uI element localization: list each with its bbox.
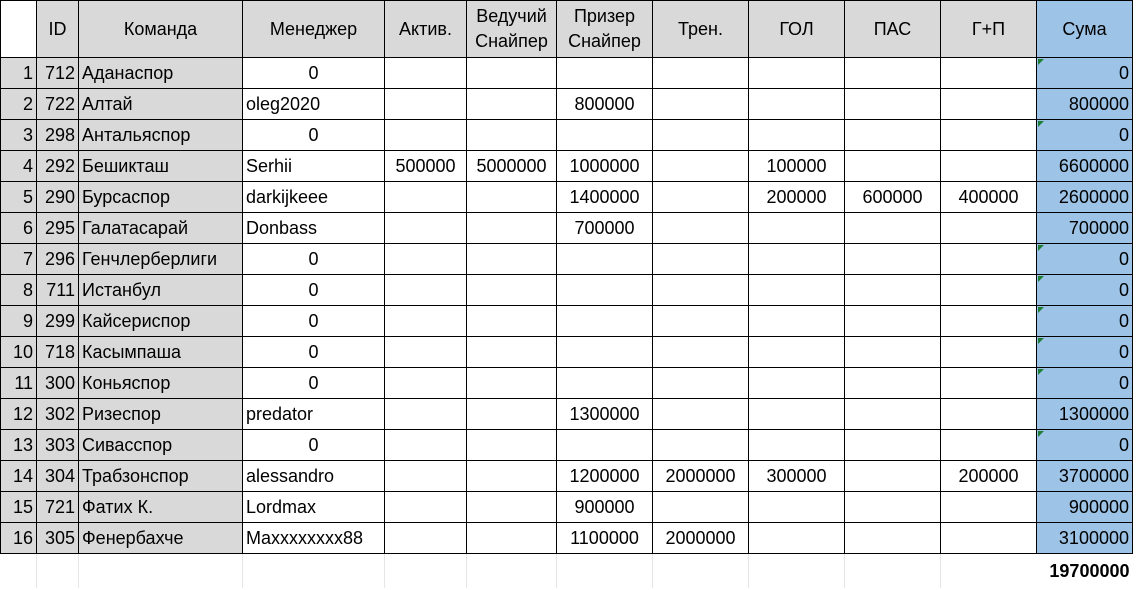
goal-cell[interactable]: 100000: [749, 151, 845, 182]
manager-cell[interactable]: Maxxxxxxxx88: [243, 523, 385, 554]
id-cell[interactable]: 299: [37, 306, 79, 337]
goal-cell[interactable]: [749, 430, 845, 461]
goal-cell[interactable]: 200000: [749, 182, 845, 213]
id-cell[interactable]: 296: [37, 244, 79, 275]
team-cell[interactable]: Касымпаша: [79, 337, 243, 368]
pass-cell[interactable]: [845, 368, 941, 399]
row-number[interactable]: 4: [1, 151, 37, 182]
activ-cell[interactable]: [385, 399, 467, 430]
manager-cell[interactable]: Serhii: [243, 151, 385, 182]
grand-total-cell[interactable]: 19700000: [1049, 561, 1130, 581]
prize-sniper-cell[interactable]: 700000: [557, 213, 653, 244]
row-number[interactable]: 12: [1, 399, 37, 430]
table-row: [1, 523, 1133, 554]
coach-cell[interactable]: [653, 58, 749, 89]
coach-cell[interactable]: [653, 368, 749, 399]
row-number[interactable]: 3: [1, 120, 37, 151]
gp-cell[interactable]: [941, 523, 1037, 554]
pass-cell[interactable]: [845, 275, 941, 306]
manager-cell[interactable]: predator: [243, 399, 385, 430]
manager-cell[interactable]: 0: [243, 120, 385, 151]
lead-sniper-cell[interactable]: [467, 430, 557, 461]
activ-cell[interactable]: [385, 368, 467, 399]
manager-cell[interactable]: alessandro: [243, 461, 385, 492]
gp-cell[interactable]: [941, 399, 1037, 430]
prize-sniper-cell[interactable]: 1400000: [557, 182, 653, 213]
coach-cell[interactable]: [653, 492, 749, 523]
team-cell[interactable]: Трабзонспор: [79, 461, 243, 492]
pass-cell[interactable]: [845, 337, 941, 368]
lead-sniper-cell[interactable]: [467, 89, 557, 120]
coach-cell[interactable]: [653, 337, 749, 368]
activ-cell[interactable]: [385, 120, 467, 151]
lead-sniper-cell[interactable]: [467, 213, 557, 244]
pass-cell[interactable]: [845, 120, 941, 151]
activ-cell[interactable]: [385, 306, 467, 337]
coach-cell[interactable]: [653, 244, 749, 275]
team-cell[interactable]: Фатих К.: [79, 492, 243, 523]
lead-sniper-cell[interactable]: [467, 58, 557, 89]
coach-cell[interactable]: 2000000: [653, 523, 749, 554]
corner-cell[interactable]: [1, 1, 37, 58]
total-row: [1, 554, 1133, 589]
gp-cell[interactable]: [941, 275, 1037, 306]
table-row: [1, 368, 1133, 399]
empty-cell[interactable]: [385, 554, 467, 589]
coach-cell[interactable]: [653, 120, 749, 151]
goal-cell[interactable]: [749, 244, 845, 275]
id-cell[interactable]: 722: [37, 89, 79, 120]
prize-sniper-cell[interactable]: [557, 368, 653, 399]
manager-cell[interactable]: darkijkeee: [243, 182, 385, 213]
pass-cell[interactable]: [845, 89, 941, 120]
gp-cell[interactable]: [941, 213, 1037, 244]
sum-cell[interactable]: 0: [1037, 306, 1133, 337]
empty-cell[interactable]: [1, 554, 37, 589]
header-row: [1, 1, 1133, 58]
gp-cell[interactable]: [941, 244, 1037, 275]
header-activ[interactable]: Актив.: [385, 1, 467, 58]
pass-cell[interactable]: [845, 306, 941, 337]
id-cell[interactable]: 718: [37, 337, 79, 368]
manager-cell[interactable]: oleg2020: [243, 89, 385, 120]
goal-cell[interactable]: [749, 399, 845, 430]
prize-sniper-cell[interactable]: 1200000: [557, 461, 653, 492]
coach-cell[interactable]: 2000000: [653, 461, 749, 492]
row-number[interactable]: 14: [1, 461, 37, 492]
row-number[interactable]: 16: [1, 523, 37, 554]
sum-cell[interactable]: 0: [1037, 58, 1133, 89]
id-cell[interactable]: 711: [37, 275, 79, 306]
pass-cell[interactable]: [845, 399, 941, 430]
prize-sniper-cell[interactable]: 1300000: [557, 399, 653, 430]
team-cell[interactable]: Генчлерберлиги: [79, 244, 243, 275]
sum-cell[interactable]: 6600000: [1037, 151, 1133, 182]
pass-cell[interactable]: [845, 461, 941, 492]
coach-cell[interactable]: [653, 89, 749, 120]
gp-cell[interactable]: [941, 89, 1037, 120]
manager-cell[interactable]: 0: [243, 368, 385, 399]
header-pass[interactable]: ПАС: [845, 1, 941, 58]
pass-cell[interactable]: [845, 151, 941, 182]
sum-cell[interactable]: 0: [1037, 337, 1133, 368]
manager-cell[interactable]: 0: [243, 430, 385, 461]
team-cell[interactable]: Фенербахче: [79, 523, 243, 554]
team-cell[interactable]: Коньяспор: [79, 368, 243, 399]
manager-cell[interactable]: Lordmax: [243, 492, 385, 523]
activ-cell[interactable]: 500000: [385, 151, 467, 182]
activ-cell[interactable]: [385, 89, 467, 120]
id-cell[interactable]: 298: [37, 120, 79, 151]
pass-cell[interactable]: [845, 523, 941, 554]
sum-cell[interactable]: 0: [1037, 120, 1133, 151]
table-row: [1, 430, 1133, 461]
header-sum[interactable]: Сума: [1037, 1, 1133, 58]
prize-sniper-cell[interactable]: [557, 275, 653, 306]
team-cell[interactable]: Сивасспор: [79, 430, 243, 461]
pass-cell[interactable]: [845, 430, 941, 461]
id-cell[interactable]: 712: [37, 58, 79, 89]
team-cell[interactable]: Галатасарай: [79, 213, 243, 244]
goal-cell[interactable]: [749, 275, 845, 306]
activ-cell[interactable]: [385, 58, 467, 89]
table-row: [1, 461, 1133, 492]
team-cell[interactable]: Ризеспор: [79, 399, 243, 430]
lead-sniper-cell[interactable]: [467, 275, 557, 306]
goal-cell[interactable]: [749, 306, 845, 337]
sum-cell[interactable]: 800000: [1037, 89, 1133, 120]
team-cell[interactable]: Аданаспор: [79, 58, 243, 89]
row-number[interactable]: 6: [1, 213, 37, 244]
pass-cell[interactable]: [845, 58, 941, 89]
id-cell[interactable]: 302: [37, 399, 79, 430]
id-cell[interactable]: 721: [37, 492, 79, 523]
sum-cell[interactable]: 0: [1037, 275, 1133, 306]
empty-cell[interactable]: [653, 554, 749, 589]
team-cell[interactable]: Бешикташ: [79, 151, 243, 182]
table-row: [1, 244, 1133, 275]
gp-cell[interactable]: [941, 306, 1037, 337]
lead-sniper-cell[interactable]: [467, 244, 557, 275]
row-number[interactable]: 8: [1, 275, 37, 306]
coach-cell[interactable]: [653, 306, 749, 337]
sum-cell[interactable]: 700000: [1037, 213, 1133, 244]
sum-cell[interactable]: 1300000: [1037, 399, 1133, 430]
table-row: [1, 275, 1133, 306]
coach-cell[interactable]: [653, 399, 749, 430]
coach-cell[interactable]: [653, 182, 749, 213]
goal-cell[interactable]: [749, 368, 845, 399]
row-number[interactable]: 1: [1, 58, 37, 89]
coach-cell[interactable]: [653, 151, 749, 182]
lead-sniper-cell[interactable]: 5000000: [467, 151, 557, 182]
id-cell[interactable]: 305: [37, 523, 79, 554]
gp-cell[interactable]: [941, 58, 1037, 89]
manager-cell[interactable]: 0: [243, 275, 385, 306]
activ-cell[interactable]: [385, 430, 467, 461]
coach-cell[interactable]: [653, 213, 749, 244]
table-row: [1, 399, 1133, 430]
prize-sniper-cell[interactable]: [557, 306, 653, 337]
activ-cell[interactable]: [385, 337, 467, 368]
goal-cell[interactable]: [749, 120, 845, 151]
gp-cell[interactable]: [941, 337, 1037, 368]
coach-cell[interactable]: [653, 430, 749, 461]
lead-sniper-cell[interactable]: [467, 120, 557, 151]
team-cell[interactable]: Истанбул: [79, 275, 243, 306]
manager-cell[interactable]: 0: [243, 337, 385, 368]
activ-cell[interactable]: [385, 523, 467, 554]
coach-cell[interactable]: [653, 275, 749, 306]
activ-cell[interactable]: [385, 492, 467, 523]
lead-sniper-cell[interactable]: [467, 399, 557, 430]
lead-sniper-cell[interactable]: [467, 461, 557, 492]
goal-cell[interactable]: [749, 337, 845, 368]
empty-cell[interactable]: [37, 554, 79, 589]
manager-cell[interactable]: 0: [243, 306, 385, 337]
header-id[interactable]: ID: [37, 1, 79, 58]
sum-cell[interactable]: 0: [1037, 430, 1133, 461]
row-number[interactable]: 10: [1, 337, 37, 368]
activ-cell[interactable]: [385, 461, 467, 492]
prize-sniper-cell[interactable]: 800000: [557, 89, 653, 120]
table-row: [1, 213, 1133, 244]
lead-sniper-cell[interactable]: [467, 182, 557, 213]
header-gp[interactable]: Г+П: [941, 1, 1037, 58]
gp-cell[interactable]: 200000: [941, 461, 1037, 492]
id-cell[interactable]: 300: [37, 368, 79, 399]
header-team[interactable]: Команда: [79, 1, 243, 58]
prize-sniper-cell[interactable]: [557, 120, 653, 151]
gp-cell[interactable]: [941, 120, 1037, 151]
empty-cell[interactable]: [941, 554, 1037, 589]
table-row: [1, 306, 1133, 337]
manager-cell[interactable]: Donbass: [243, 213, 385, 244]
gp-cell[interactable]: [941, 430, 1037, 461]
empty-cell[interactable]: [243, 554, 385, 589]
pass-cell[interactable]: [845, 492, 941, 523]
goal-cell[interactable]: 300000: [749, 461, 845, 492]
row-number[interactable]: 5: [1, 182, 37, 213]
sum-cell[interactable]: 0: [1037, 244, 1133, 275]
row-number[interactable]: 2: [1, 89, 37, 120]
lead-sniper-cell[interactable]: [467, 337, 557, 368]
lead-sniper-cell[interactable]: [467, 492, 557, 523]
prize-sniper-cell[interactable]: [557, 430, 653, 461]
activ-cell[interactable]: [385, 182, 467, 213]
sum-cell[interactable]: 2600000: [1037, 182, 1133, 213]
goal-cell[interactable]: [749, 213, 845, 244]
goal-cell[interactable]: [749, 58, 845, 89]
lead-sniper-cell[interactable]: [467, 368, 557, 399]
empty-cell[interactable]: [557, 554, 653, 589]
prize-sniper-cell[interactable]: [557, 58, 653, 89]
id-cell[interactable]: 290: [37, 182, 79, 213]
table-row: [1, 182, 1133, 213]
table-row: [1, 337, 1133, 368]
lead-sniper-cell[interactable]: [467, 523, 557, 554]
activ-cell[interactable]: [385, 275, 467, 306]
gp-cell[interactable]: [941, 368, 1037, 399]
row-number[interactable]: 7: [1, 244, 37, 275]
manager-cell[interactable]: 0: [243, 58, 385, 89]
gp-cell[interactable]: 400000: [941, 182, 1037, 213]
header-lead-sniper[interactable]: Ведучий Снайпер: [467, 1, 557, 58]
prize-sniper-cell[interactable]: 900000: [557, 492, 653, 523]
prize-sniper-cell[interactable]: [557, 244, 653, 275]
row-number[interactable]: 15: [1, 492, 37, 523]
goal-cell[interactable]: [749, 89, 845, 120]
pass-cell[interactable]: [845, 244, 941, 275]
header-coach[interactable]: Трен.: [653, 1, 749, 58]
id-cell[interactable]: 304: [37, 461, 79, 492]
row-number[interactable]: 13: [1, 430, 37, 461]
activ-cell[interactable]: [385, 213, 467, 244]
row-number[interactable]: 11: [1, 368, 37, 399]
pass-cell[interactable]: [845, 213, 941, 244]
table-row: [1, 58, 1133, 89]
table-row: [1, 151, 1133, 182]
lead-sniper-cell[interactable]: [467, 306, 557, 337]
empty-cell[interactable]: [845, 554, 941, 589]
row-number[interactable]: 9: [1, 306, 37, 337]
sum-cell[interactable]: 3100000: [1037, 523, 1133, 554]
id-cell[interactable]: 303: [37, 430, 79, 461]
manager-cell[interactable]: 0: [243, 244, 385, 275]
id-cell[interactable]: 292: [37, 151, 79, 182]
table-row: [1, 120, 1133, 151]
gp-cell[interactable]: [941, 151, 1037, 182]
sum-cell[interactable]: 900000: [1037, 492, 1133, 523]
sum-cell[interactable]: 0: [1037, 368, 1133, 399]
header-goal[interactable]: ГОЛ: [749, 1, 845, 58]
goal-cell[interactable]: [749, 523, 845, 554]
prize-sniper-cell[interactable]: [557, 337, 653, 368]
team-cell[interactable]: Алтай: [79, 89, 243, 120]
id-cell[interactable]: 295: [37, 213, 79, 244]
table-row: [1, 89, 1133, 120]
table-row: [1, 492, 1133, 523]
gp-cell[interactable]: [941, 492, 1037, 523]
empty-cell[interactable]: [749, 554, 845, 589]
team-cell[interactable]: Антальяспор: [79, 120, 243, 151]
activ-cell[interactable]: [385, 244, 467, 275]
header-prize-sniper[interactable]: Призер Снайпер: [557, 1, 653, 58]
team-cell[interactable]: Кайсериспор: [79, 306, 243, 337]
team-cell[interactable]: Бурсаспор: [79, 182, 243, 213]
header-manager[interactable]: Менеджер: [243, 1, 385, 58]
empty-cell[interactable]: [467, 554, 557, 589]
goal-cell[interactable]: [749, 492, 845, 523]
prize-sniper-cell[interactable]: 1100000: [557, 523, 653, 554]
prize-sniper-cell[interactable]: 1000000: [557, 151, 653, 182]
sum-cell[interactable]: 3700000: [1037, 461, 1133, 492]
pass-cell[interactable]: 600000: [845, 182, 941, 213]
empty-cell[interactable]: [79, 554, 243, 589]
